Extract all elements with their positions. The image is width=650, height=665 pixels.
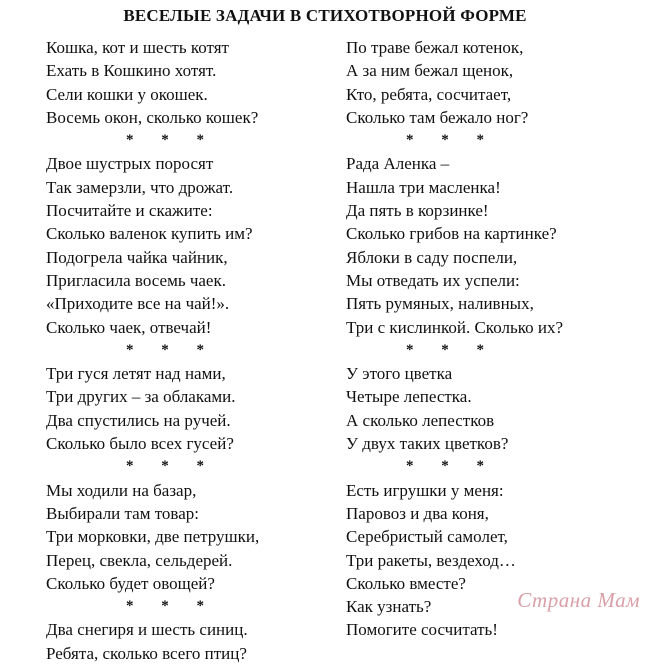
poem-line: Кто, ребята, сосчитает, (346, 84, 512, 104)
poem-line: Серебристый самолет, (346, 527, 508, 547)
poem-line: Ребята, сколько всего птиц? (46, 643, 247, 663)
poem-line: Два спустились на ручей. (46, 410, 231, 430)
poem-line: У двух таких цветков? (346, 434, 509, 454)
poem-line: Три ракеты, вездеход… (346, 550, 516, 570)
poem-line: Сколько будет овощей? (46, 573, 215, 593)
stanza-separator: * * * (126, 341, 216, 358)
poem-line: Рада Аленка – (346, 154, 450, 174)
poem-line: А сколько лепестков (346, 410, 495, 430)
poem-line: Помогите сосчитать! (346, 620, 498, 640)
poem-line: Так замерзли, что дрожат. (46, 177, 234, 197)
stanza-separator: * * * (126, 598, 216, 615)
right-poem-column (346, 36, 636, 642)
poem-line: Три гуся летят над нами, (46, 364, 226, 384)
poem-line: По траве бежал котенок, (346, 38, 524, 57)
poem-line: Три с кислинкой. Сколько их? (346, 317, 563, 337)
stanza-separator: * * * (406, 341, 496, 358)
poem-line: Пять румяных, наливных, (346, 294, 534, 314)
poem-line: Выбирали там товар: (46, 503, 199, 523)
poem-line: Да пять в корзинке! (346, 201, 489, 221)
poem-line: Четыре лепестка. (346, 387, 472, 407)
poem-line: Сели кошки у окошек. (46, 84, 208, 104)
page-title: ВЕСЕЛЫЕ ЗАДАЧИ В СТИХОТВОРНОЙ ФОРМЕ (123, 6, 527, 25)
stanza-separator: * * * (126, 132, 216, 149)
poem-line: Яблоки в саду поспели, (346, 247, 518, 267)
poem-line: Ехать в Кошкино хотят. (46, 61, 217, 81)
poem-line: Сколько грибов на картинке? (346, 224, 557, 244)
poem-line: Сколько чаек, отвечай! (46, 317, 212, 337)
poem-line: Есть игрушки у меня: (346, 480, 504, 500)
poem-line: Посчитайте и скажите: (46, 201, 213, 221)
poem-line: А за ним бежал щенок, (346, 61, 514, 81)
poem-line: Сколько было всех гусей? (46, 434, 234, 454)
poem-line: Сколько вместе? (346, 573, 466, 593)
poem-line: «Приходите все на чай!». (46, 294, 230, 314)
poem-line: Мы ходили на базар, (46, 480, 197, 500)
poem-line: Мы отведать их успели: (346, 270, 520, 290)
poem-line: Кошка, кот и шесть котят (46, 38, 229, 57)
poem-line: Подогрела чайка чайник, (46, 247, 228, 267)
poem-line: Пригласила восемь чаек. (46, 270, 226, 290)
stanza-separator: * * * (406, 132, 496, 149)
poem-line: Как узнать? (346, 597, 432, 617)
poem-line: Перец, свекла, сельдерей. (46, 550, 233, 570)
watermark-logo: Страна Мам (517, 588, 640, 612)
stanza-separator: * * * (126, 458, 216, 475)
poem-line: Нашла три масленка! (346, 177, 501, 197)
poem-line: Три других – за облаками. (46, 387, 236, 407)
stanza-separator: * * * (406, 458, 496, 475)
poem-line: Паровоз и два коня, (346, 503, 489, 523)
poem-line: Три морковки, две петрушки, (46, 527, 260, 547)
left-poem-column (46, 36, 336, 665)
poem-line: Сколько там бежало ног? (346, 107, 529, 127)
poem-line: Двое шустрых поросят (46, 154, 214, 174)
poem-line: У этого цветка (346, 364, 453, 384)
poem-line: Два снегиря и шесть синиц. (46, 620, 248, 640)
poem-line: Сколько валенок купить им? (46, 224, 253, 244)
poem-line: Восемь окон, сколько кошек? (46, 107, 259, 127)
